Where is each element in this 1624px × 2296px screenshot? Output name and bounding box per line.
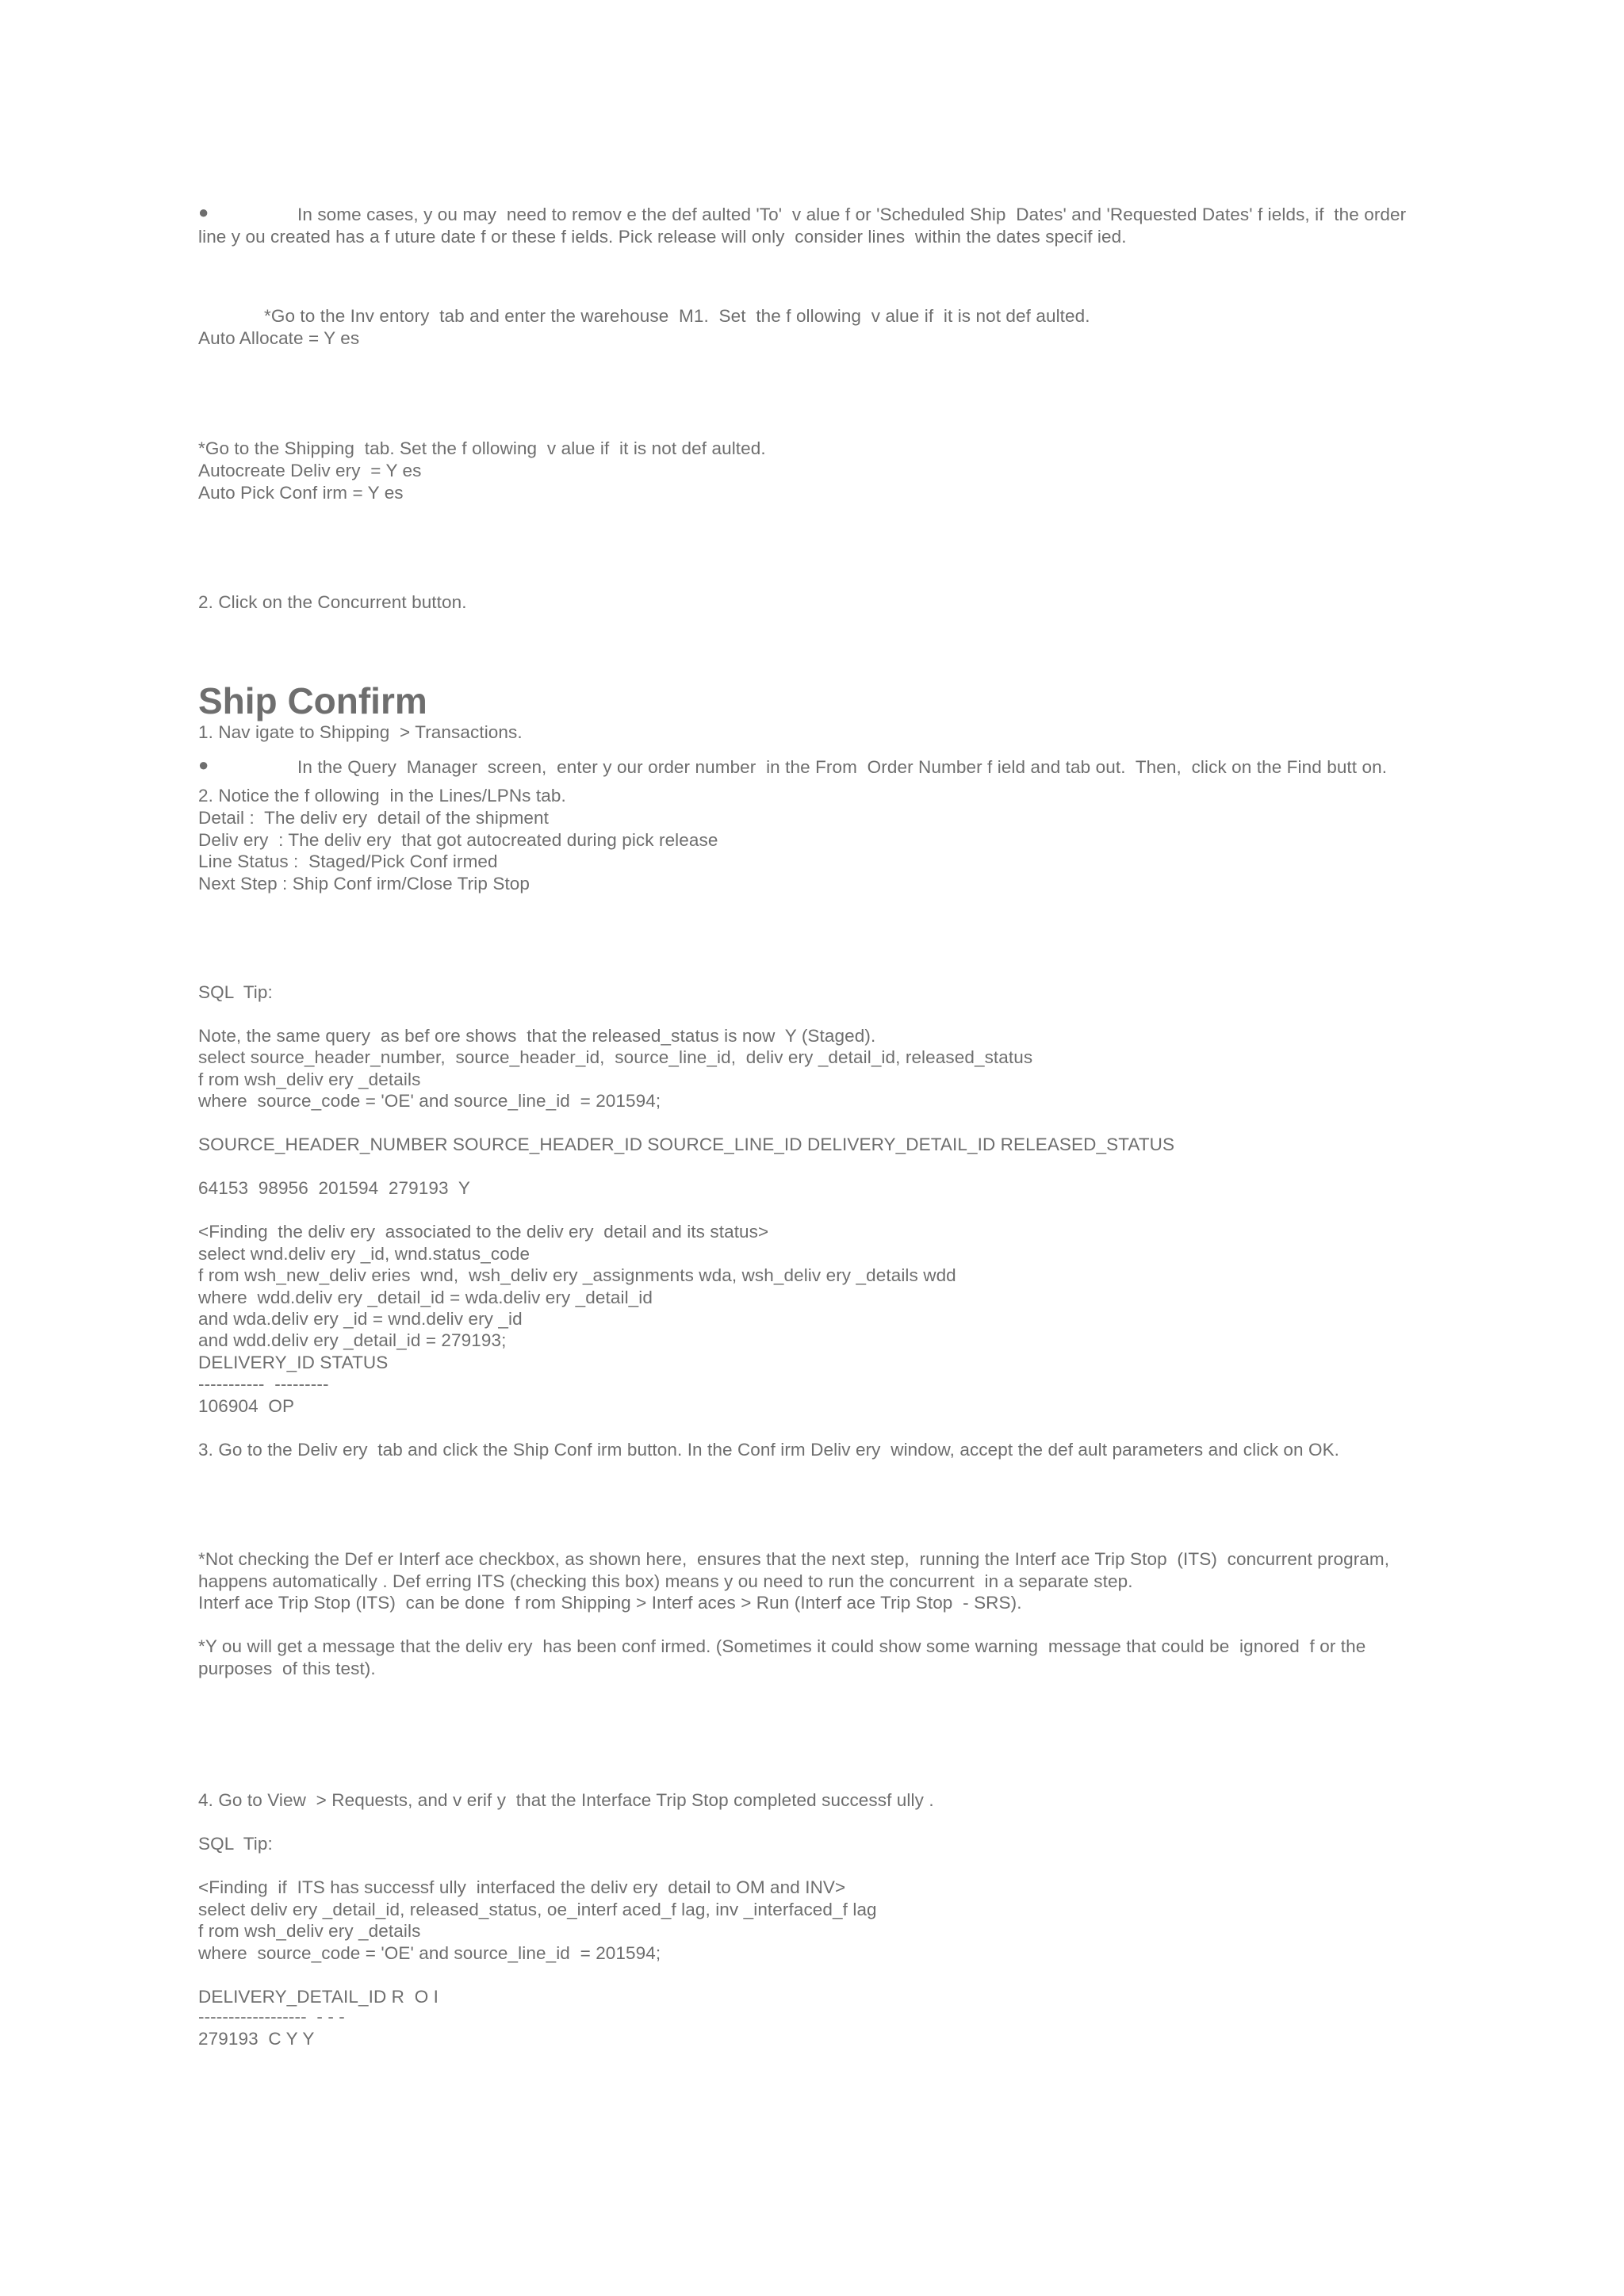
query-3-line-3: f rom wsh_deliv ery _details [198,1921,421,1941]
query-3-line-1: <Finding if ITS has successf ully interfaced the deliv ery detail to OM and INV> [198,1877,846,1897]
query-3-line-2: select deliv ery _detail_id, released_status, oe_interf aced_f lag, inv _interfaced_f lag [198,1900,877,1919]
ship-confirm-step-2-line-5: Next Step : Ship Conf irm/Close Trip Stop [198,874,530,894]
defer-note-line-3: Interf ace Trip Stop (ITS) can be done f rom Shipping > Interf aces > Run (Interf ace Trip Stop - SRS). [198,1593,1022,1613]
result-1-row: 64153 98956 201594 279193 Y [198,1178,471,1198]
query-2-line-4: where wdd.deliv ery _detail_id = wda.deliv ery _detail_id [198,1288,653,1307]
result-1-header: SOURCE_HEADER_NUMBER SOURCE_HEADER_ID SOURCE_LINE_ID DELIVERY_DETAIL_ID RELEASED_STATUS [198,1135,1175,1154]
intro-paragraph-2-line-1: *Go to the Inv entory tab and enter the warehouse M1. Set the f ollowing v alue if it is not def aulted. [264,306,1090,326]
bullet-icon: ● [198,202,209,222]
query-2-line-1: <Finding the deliv ery associated to the deliv ery detail and its status> [198,1222,769,1242]
result-3-row: 279193 C Y Y [198,2029,315,2049]
result-3-header: DELIVERY_DETAIL_ID R O I [198,1987,439,2007]
query-2-line-5: and wda.deliv ery _id = wnd.deliv ery _id [198,1309,523,1329]
result-3-separator: ------------------ - - - [198,2007,345,2026]
section-heading-ship-confirm: Ship Confirm [198,680,427,721]
sql-tip-label-1: SQL Tip: [198,982,273,1002]
ship-confirm-step-2-line-2: Detail : The deliv ery detail of the shipment [198,808,550,828]
message-note-line-1: *Y ou will get a message that the deliv ery has been conf irmed. (Sometimes it could show some warning message that could be ignored f or the [198,1636,1366,1656]
ship-confirm-step-4: 4. Go to View > Requests, and v erif y that the Interface Trip Stop completed successf ully . [198,1790,934,1810]
ship-confirm-step-1-bullet: In the Query Manager screen, enter y our order number in the From Order Number f ield and tab out. Then, click on the Find butt on. [297,757,1388,777]
intro-paragraph-3-line-1: *Go to the Shipping tab. Set the f ollowing v alue if it is not def aulted. [198,438,766,458]
query-1-line-3: f rom wsh_deliv ery _details [198,1070,421,1089]
ship-confirm-step-1: 1. Nav igate to Shipping > Transactions. [198,722,523,742]
intro-paragraph-3-line-2: Autocreate Deliv ery = Y es [198,461,422,480]
query-2-line-2: select wnd.deliv ery _id, wnd.status_code [198,1244,530,1264]
query-2-line-7: DELIVERY_ID STATUS [198,1353,389,1372]
intro-paragraph-2-line-2: Auto Allocate = Y es [198,328,360,348]
query-2-line-9: 106904 OP [198,1396,295,1416]
query-2-line-8: ----------- --------- [198,1374,329,1394]
defer-note-line-2: happens automatically . Def erring ITS (checking this box) means y ou need to run the concurrent in a separate step. [198,1571,1133,1591]
ship-confirm-step-3: 3. Go to the Deliv ery tab and click the Ship Conf irm button. In the Conf irm Deliv ery window, accept the def ault parameters and click on OK. [198,1440,1340,1460]
ship-confirm-step-2-line-4: Line Status : Staged/Pick Conf irmed [198,851,498,871]
sql-tip-label-2: SQL Tip: [198,1834,273,1854]
intro-paragraph-1-line-1: In some cases, y ou may need to remov e the def aulted 'To' v alue f or 'Scheduled Ship Dates' and 'Requested Dates' f ields, if the order [297,205,1407,224]
ship-confirm-step-2-line-3: Deliv ery : The deliv ery that got autocreated during pick release [198,830,718,850]
query-1-line-1: Note, the same query as bef ore shows that the released_status is now Y (Staged). [198,1026,876,1046]
query-1-line-4: where source_code = 'OE' and source_line_id = 201594; [198,1091,661,1111]
query-3-line-4: where source_code = 'OE' and source_line_id = 201594; [198,1943,661,1963]
defer-note-line-1: *Not checking the Def er Interf ace checkbox, as shown here, ensures that the next step, running the Interf ace Trip Stop (ITS) concurrent program, [198,1549,1390,1569]
intro-step-2: 2. Click on the Concurrent button. [198,592,467,612]
ship-confirm-step-2-line-1: 2. Notice the f ollowing in the Lines/LPNs tab. [198,786,566,806]
message-note-line-2: purposes of this test). [198,1659,376,1678]
intro-paragraph-1-line-2: line y ou created has a f uture date f or these f ields. Pick release will only consider lines within the dates specif ied. [198,227,1127,247]
query-1-line-2: select source_header_number, source_header_id, source_line_id, deliv ery _detail_id, released_status [198,1047,1033,1067]
intro-paragraph-3-line-3: Auto Pick Conf irm = Y es [198,483,404,503]
query-2-line-6: and wdd.deliv ery _detail_id = 279193; [198,1330,507,1350]
bullet-icon: ● [198,755,209,775]
query-2-line-3: f rom wsh_new_deliv eries wnd, wsh_deliv ery _assignments wda, wsh_deliv ery _details wdd [198,1265,956,1285]
